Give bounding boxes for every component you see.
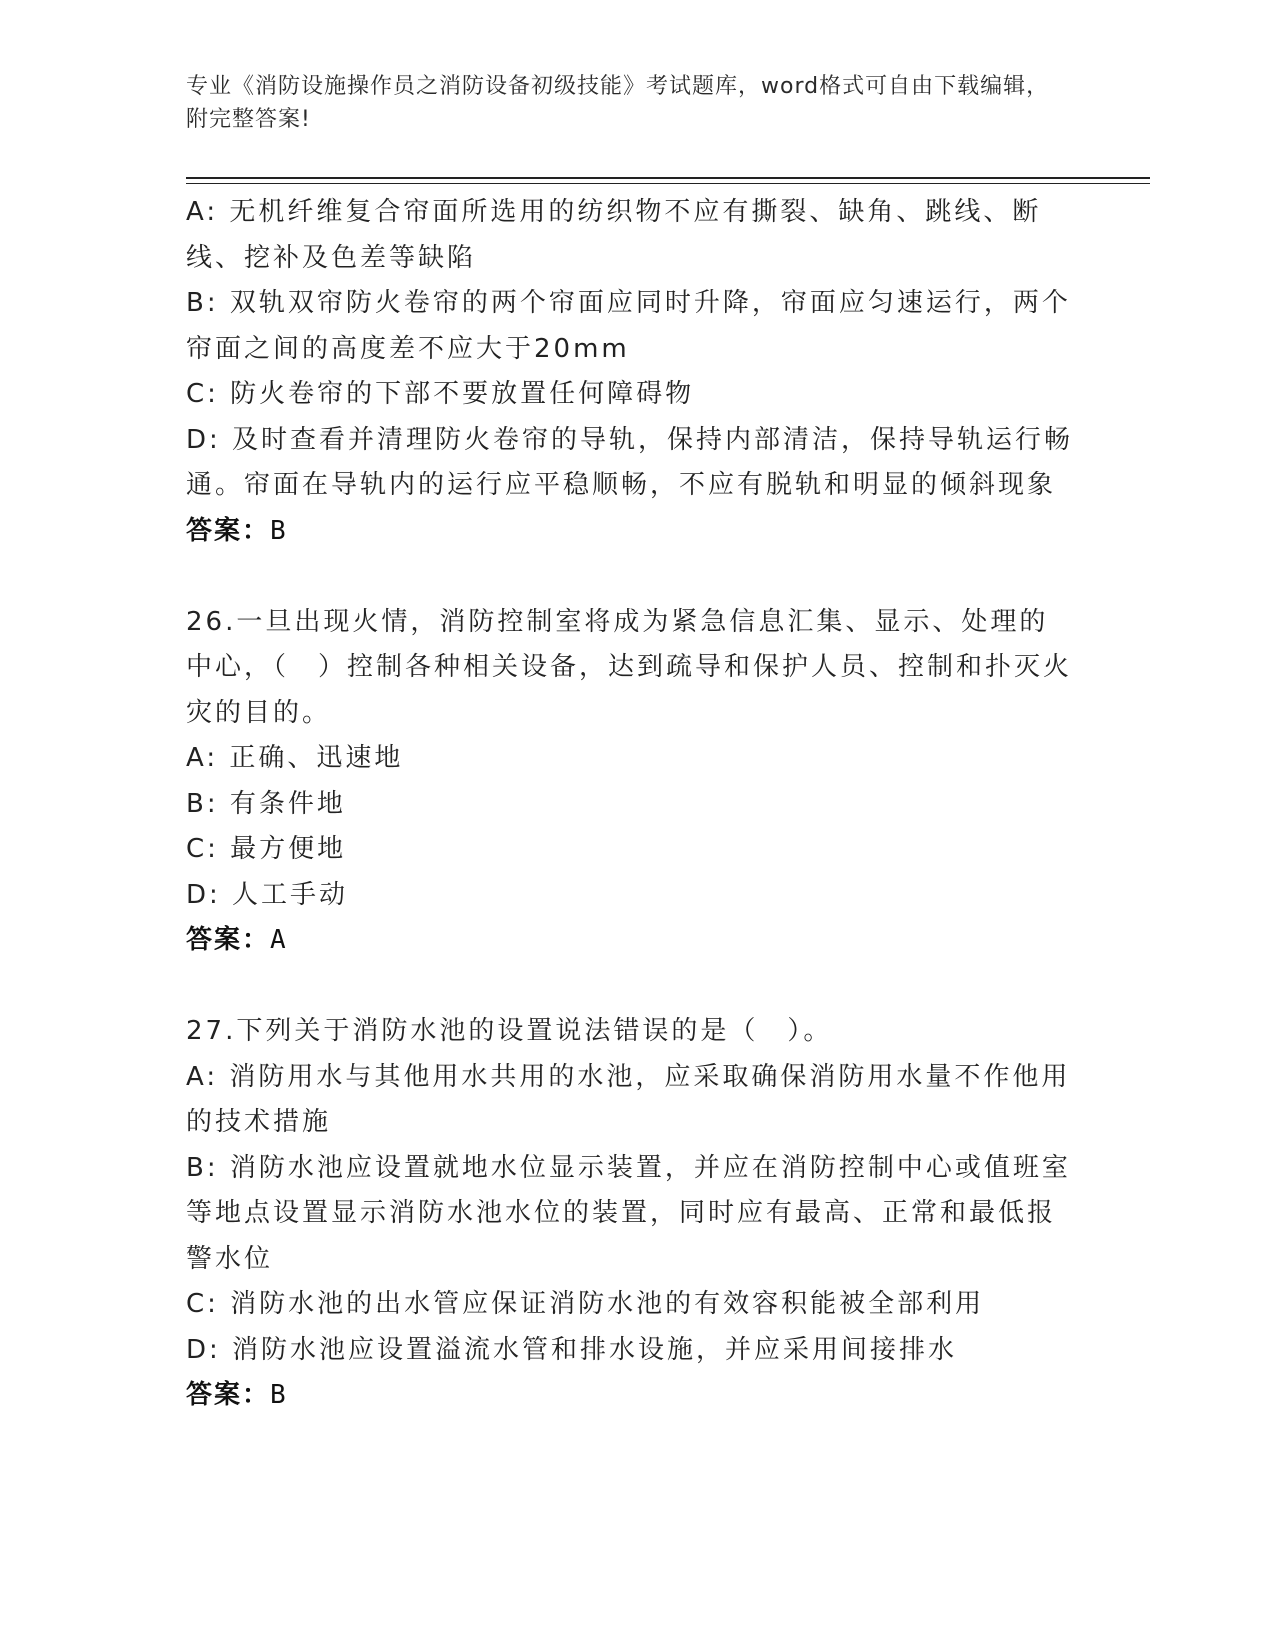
q26-option-b: B: 有条件地 — [186, 788, 346, 819]
q26-option-a: A: 正确、迅速地 — [186, 743, 404, 773]
q25-option-d: D: 及时查看并清理防火卷帘的导轨，保持内部清洁，保持导轨运行畅通。帘面在导轨内的运行应平稳顺畅，不应有脱轨和明显的倾斜现象 — [186, 424, 1074, 500]
q27-stem: 27.下列关于消防水池的设置说法错误的是（ ）。 — [186, 1016, 833, 1046]
q25-answer — [186, 509, 1076, 555]
q25-option-c: C: 防火卷帘的下部不要放置任何障碍物 — [186, 379, 695, 409]
header-rule-thin — [186, 183, 1150, 184]
q26-answer-label: 答案： — [186, 925, 271, 955]
header-rule-thick — [186, 177, 1150, 179]
document-header — [186, 70, 1066, 136]
q26-option-c: C: 最方便地 — [186, 834, 347, 864]
q25-answer-value: B — [270, 515, 288, 546]
q27-answer — [186, 1373, 1076, 1419]
question-26-block — [186, 600, 1076, 964]
q27-option-c: C: 消防水池的出水管应保证消防水池的有效容积能被全部利用 — [186, 1289, 985, 1319]
q27-option-d: D: 消防水池应设置溢流水管和排水设施，并应采用间接排水 — [186, 1334, 958, 1365]
spacer — [186, 964, 1076, 1010]
spacer — [186, 554, 1076, 600]
q27-option-b: B: 消防水池应设置就地水位显示装置，并应在消防控制中心或值班室等地点设置显示消防水池水位的装置，同时应有最高、正常和最低报警水位 — [186, 1152, 1071, 1274]
question-content — [186, 190, 1076, 1419]
header-intro-text: 专业《消防设施操作员之消防设备初级技能》考试题库，word格式可自由下载编辑，附完整答案! — [186, 74, 1050, 132]
q25-answer-label: 答案： — [186, 515, 271, 546]
q27-answer-value: B — [270, 1380, 288, 1410]
q26-option-d: D: 人工手动 — [186, 879, 349, 910]
q27-answer-label: 答案： — [186, 1380, 271, 1410]
question-27-block — [186, 1009, 1076, 1419]
q26-answer-value: A — [270, 925, 288, 955]
q25-option-b: B: 双轨双帘防火卷帘的两个帘面应同时升降，帘面应匀速运行，两个帘面之间的高度差不应大于20mm — [186, 288, 1071, 364]
q27-option-a: A: 消防用水与其他用水共用的水池，应采取确保消防用水量不作他用的技术措施 — [186, 1061, 1071, 1137]
question-25-block — [186, 190, 1076, 554]
q26-answer — [186, 918, 1076, 964]
q25-option-a: A: 无机纤维复合帘面所选用的纺织物不应有撕裂、缺角、跳线、断线、挖补及色差等缺陷 — [186, 197, 1042, 273]
q26-stem: 26.一旦出现火情，消防控制室将成为紧急信息汇集、显示、处理的中心，（ ）控制各种相关设备，达到疏导和保护人员、控制和扑灭火灾的目的。 — [186, 606, 1073, 728]
